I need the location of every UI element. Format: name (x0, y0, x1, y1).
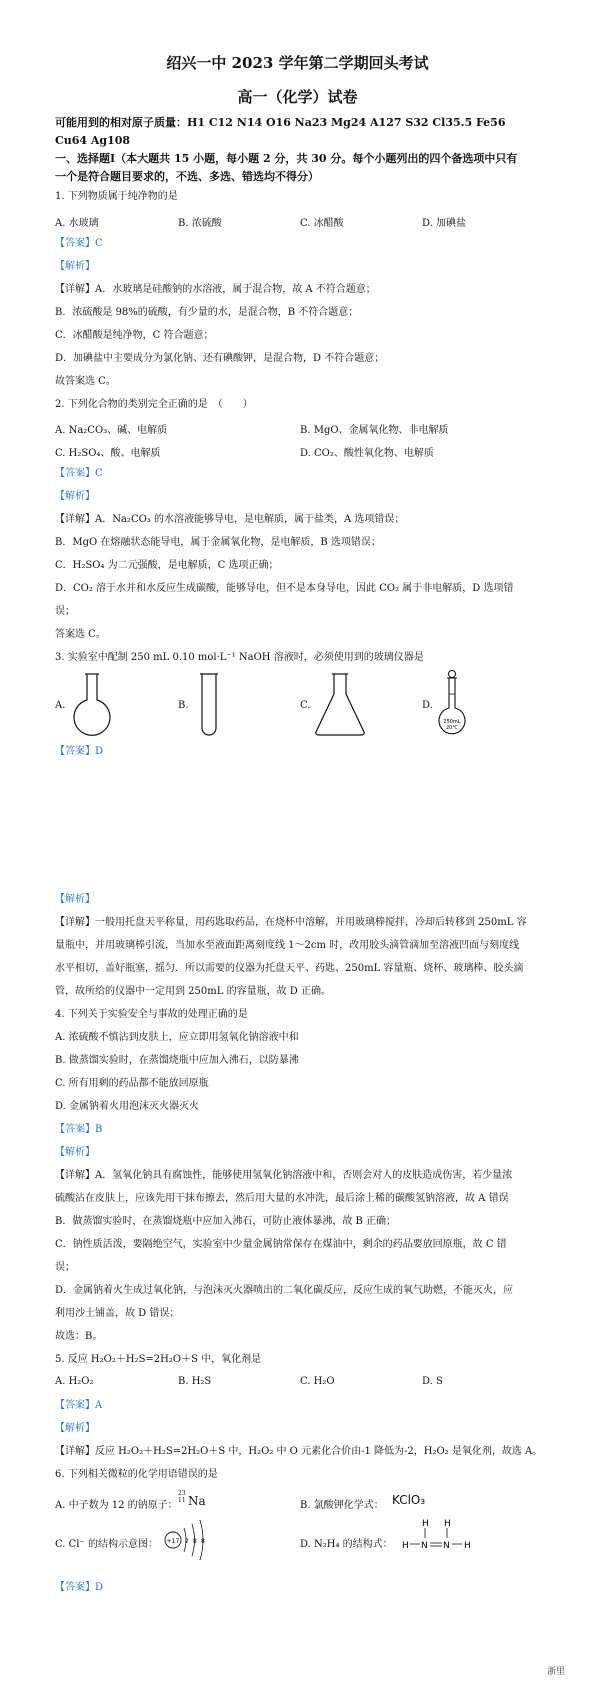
hydrazine-h-right: H (464, 1541, 471, 1551)
q2-option-b: B. MgO、金属氧化物、非电解质 (300, 425, 449, 436)
shell-1-electrons: 2 (185, 1538, 189, 1545)
q6-nuclide-mass: 23 (178, 1490, 186, 1497)
q2-answer: 【答案】C (55, 468, 103, 479)
q4-detail-6: D．金属钠着火生成过氧化钠，与泡沫灭火器喷出的二氧化碳反应，反应生成的氧气助燃，不能灭火，应 (55, 1285, 514, 1296)
q2-option-a: A. Na₂CO₃、碱、电解质 (55, 425, 168, 436)
q6-nuclide-z: 11 (178, 1497, 186, 1504)
q4-answer: 【答案】B (55, 1124, 103, 1135)
section-heading-2: 一个是符合题目要求的，不选、多选、错选均不得分） (55, 170, 319, 183)
q4-detail-5: 误； (55, 1262, 75, 1273)
q3-detail-4: 管，故所给的仪器中一定用到 250mL 的容量瓶，故 D 正确。 (55, 986, 331, 997)
q1-analysis-label: 【解析】 (55, 261, 95, 272)
q4-stem: 4. 下列关于实验安全与事故的处理正确的是 (55, 1009, 248, 1020)
q1-detail-1: 【详解】A．水玻璃是硅酸钠的水溶液，属于混合物，故 A 不符合题意； (55, 284, 376, 295)
q3-analysis-label: 【解析】 (55, 894, 95, 905)
shell-2-electrons: 8 (193, 1538, 197, 1545)
q2-option-d: D. CO₂、酸性氧化物、电解质 (300, 448, 434, 459)
q1-option-b: B. 浓硫酸 (178, 218, 222, 229)
hydrazine-h-top-left: H (422, 1519, 429, 1529)
exam-title: 绍兴一中 2023 学年第二学期回头考试 (166, 54, 429, 72)
q4-analysis-label: 【解析】 (55, 1147, 95, 1158)
q2-analysis-label: 【解析】 (55, 491, 95, 502)
q6-nuclide-notation (178, 1490, 186, 1504)
q2-detail-6: 答案选 C。 (55, 629, 106, 640)
q6-option-b: B. 氯酸钾化学式： (300, 1500, 384, 1511)
q4-option-a: A. 浓硫酸不慎沾到皮肤上，应立即用氢氧化钠溶液中和 (55, 1032, 299, 1043)
q2-detail-2: B．MgO 在熔融状态能导电，属于金属氧化物，是电解质，B 选项错误； (55, 537, 381, 548)
chloride-structure-icon (162, 1518, 212, 1562)
q4-detail-7: 利用沙土铺盖，故 D 错误； (55, 1308, 180, 1319)
q3-option-c: C. (300, 700, 311, 711)
q3-option-d: D. (422, 700, 433, 711)
q5-option-d: D. S (422, 1376, 443, 1387)
q4-option-c: C. 所有用剩的药品都不能放回原瓶 (55, 1078, 209, 1089)
q5-option-a: A. H₂O₂ (55, 1376, 94, 1387)
q6-kclo3-formula: KClO₃ (392, 1493, 426, 1507)
q3-answer: 【答案】D (55, 746, 104, 757)
q1-option-d: D. 加碘盐 (422, 218, 467, 229)
q3-option-b: B. (178, 700, 189, 711)
q5-option-b: B. H₂S (178, 1376, 212, 1387)
q5-analysis-label: 【解析】 (55, 1423, 95, 1434)
q1-detail-3: C．冰醋酸是纯净物，C 符合题意； (55, 330, 214, 341)
q6-nuclide-symbol: Na (188, 1494, 206, 1508)
q4-option-b: B. 做蒸馏实验时，在蒸馏烧瓶中应加入沸石，以防暴沸 (55, 1055, 299, 1066)
flask-capacity-label: 250mL (443, 719, 461, 725)
q3-detail-2: 量瓶中，并用玻璃棒引流，当加水至液面距离刻度线 1～2cm 时，改用胶头滴管滴加至溶液凹面与刻度线 (55, 940, 520, 951)
q6-option-c: C. Cl⁻ 的结构示意图： (55, 1539, 158, 1550)
q2-detail-4: D．CO₂ 溶于水并和水反应生成碳酸，能够导电，但不是本身导电，因此 CO₂ 属于非电解质，D 选项错 (55, 583, 514, 594)
q4-detail-1: 【详解】A．氢氧化钠具有腐蚀性，能够使用氢氧化钠溶液中和，否则会对人的皮肤造成伤害，若少量浓 (55, 1170, 513, 1181)
q5-answer: 【答案】A (55, 1400, 103, 1411)
q1-answer: 【答案】C (55, 238, 103, 249)
q3-detail-3: 水平相切，盖好瓶塞，摇匀．所以需要的仪器为托盘天平、药匙、250mL 容量瓶、烧杯、玻璃棒、胶头滴 (55, 963, 524, 974)
flask-temp-label: 20℃ (446, 725, 458, 731)
section-heading-1: 一、选择题Ⅰ（本大题共 15 小题，每小题 2 分，共 30 分。每个小题列出的四个备选项中只有 (55, 152, 518, 165)
hydrazine-h-left: H (402, 1541, 409, 1551)
q3-stem: 3. 实验室中配制 250 mL 0.10 mol·L⁻¹ NaOH 溶液时，必须使用到的玻璃仪器是 (55, 652, 424, 663)
q4-detail-4: C．钠性质活泼，要隔绝空气，实验室中少量金属钠常保存在煤油中，剩余的药品要放回原瓶，故 C 错 (55, 1239, 507, 1250)
nucleus-charge: +17 (166, 1538, 180, 1545)
q1-stem: 1. 下列物质属于纯净物的是 (55, 191, 178, 202)
test-tube-icon (198, 672, 220, 738)
exam-subtitle: 高一（化学）试卷 (237, 88, 358, 106)
q2-detail-5: 误； (55, 606, 75, 617)
q3-detail-1: 【详解】一般用托盘天平称量，用药匙取药品，在烧杯中溶解，并用玻璃棒搅拌，冷却后转移到 250mL 容 (55, 917, 527, 928)
q1-detail-5: 故答案选 C。 (55, 376, 116, 387)
q1-option-c: C. 冰醋酸 (300, 218, 344, 229)
q1-option-a: A. 水玻璃 (55, 218, 99, 229)
q5-option-c: C. H₂O (300, 1376, 335, 1387)
conical-flask-icon (312, 672, 368, 738)
q6-option-d: D. N₂H₄ 的结构式： (300, 1539, 393, 1550)
q4-detail-2: 硫酸沾在皮肤上，应该先用干抹布擦去，然后用大量的水冲洗，最后涂上稀的碳酸氢钠溶液，故 A 错误 (55, 1193, 509, 1204)
q4-detail-3: B．做蒸馏实验时，在蒸馏烧瓶中应加入沸石，可防止液体暴沸，故 B 正确； (55, 1216, 397, 1227)
q1-detail-2: B．浓硫酸是 98%的硫酸，有少量的水，是混合物，B 不符合题意； (55, 307, 359, 318)
q2-detail-1: 【详解】A．Na₂CO₃ 的水溶液能够导电，是电解质，属于盐类，A 选项错误； (55, 514, 405, 525)
round-flask-icon (68, 672, 116, 738)
q2-detail-3: C．H₂SO₄ 为二元强酸，是电解质，C 选项正确； (55, 560, 279, 571)
q4-option-d: D. 金属钠着火用泡沫灭火器灭火 (55, 1101, 200, 1112)
hydrazine-h-top-right: H (444, 1519, 451, 1529)
shell-3-electrons: 8 (201, 1538, 205, 1545)
hydrazine-structure-icon (398, 1516, 478, 1560)
q6-answer: 【答案】D (55, 1582, 104, 1593)
q4-detail-8: 故选：B。 (55, 1331, 103, 1342)
q5-detail-1: 【详解】反应 H₂O₂＋H₂S=2H₂O＋S 中，H₂O₂ 中 O 元素化合价由-1 降低为-2，H₂O₂ 是氧化剂，故选 A。 (55, 1446, 543, 1457)
q2-option-c: C. H₂SO₄、酸、电解质 (55, 448, 161, 459)
q2-stem: 2. 下列化合物的类别完全正确的是 （ ） (55, 399, 253, 410)
q6-stem: 6. 下列相关微粒的化学用语错误的是 (55, 1469, 218, 1480)
hydrazine-n-left: N (421, 1541, 428, 1551)
q6-option-a: A. 中子数为 12 的钠原子： (55, 1500, 178, 1511)
volumetric-flask-icon (435, 668, 469, 740)
page-footer: 浙里 (546, 1667, 565, 1677)
q5-stem: 5. 反应 H₂O₂＋H₂S=2H₂O＋S 中，氧化剂是 (55, 1354, 262, 1365)
q1-detail-4: D．加碘盐中主要成分为氯化钠、还有碘酸钾，是混合物，D 不符合题意； (55, 353, 385, 364)
q3-option-a: A. (55, 700, 66, 711)
atomic-mass-line-2: Cu64 Ag108 (55, 134, 131, 147)
atomic-mass-line-1: 可能用到的相对原子质量：H1 C12 N14 O16 Na23 Mg24 A127 S32 Cl35.5 Fe56 (55, 116, 506, 129)
hydrazine-n-right: N (443, 1541, 450, 1551)
